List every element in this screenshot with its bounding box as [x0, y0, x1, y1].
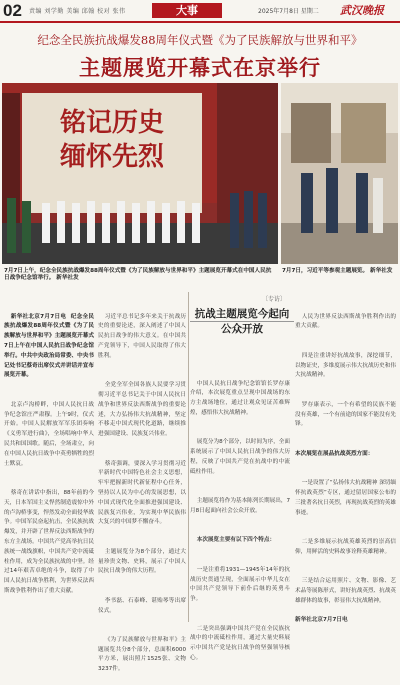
paragraph: 展览分为8个部分，以时间为序，全面系统展示了中国人民抗日战争的伟大历程，反映了中国共产党在抗战中的中流砥柱作用。: [190, 439, 290, 475]
exhibition-photo-image: [281, 83, 398, 264]
banner-line-1: 铭记历史: [59, 108, 165, 138]
issue-date: 2025年7月8日 星期二: [258, 8, 319, 15]
banner-line-2: 缅怀先烈: [59, 142, 165, 172]
ceremony-photo-image: [2, 83, 278, 264]
paragraph: 《为了民族解放与世界和平》主题展览共分8个部分，总面积6000平方米，展出照片1525张、文物3237件。: [98, 636, 186, 673]
paragraph: 中国人民抗日战争纪念馆馆长罗存康介绍，本次展览重点呈现中国战场的东方主战场地位，通过让观众见证苦难辉煌，感悟伟大抗战精神。: [190, 380, 290, 416]
paragraph: 二是突出强调中国共产党在全民族抗战中的中流砥柱作用，通过大量史料展示中国共产党是抗日战争的坚强领导核心。: [190, 625, 290, 661]
masthead-logo: 武汉晚报: [340, 4, 384, 17]
article-headline: 主题展览开幕式在京举行: [79, 56, 321, 80]
paragraph: 本次展览主要有以下四个特点：: [196, 537, 276, 544]
paragraph: 三是结合运用照片、文物、影像、艺术品等展陈形式，讲好抗战英烈、抗战英雄群体的故事，彰显伟大抗战精神。: [295, 578, 396, 604]
paragraph: 主题展览分为8个部分，通过大量珍贵文物、史料，展示了中国人民抗日战争的伟大历程。: [98, 548, 186, 575]
paragraph: 北京卢沟桥畔，中国人民抗日战争纪念馆庄严肃穆。上午9时，仪式开始。中国人民解放军军乐团奏响《义勇军进行曲》，全场唱响中华人民共和国国歌。随后，全场肃立，向在中国人民抗日战争中英勇牺牲的烈士默哀。: [4, 401, 94, 467]
main-photo-caption: 7月7日上午，纪念全民族抗战爆发88周年仪式暨《为了民族解放与世界和平》主题展览开幕式在中国人民抗日战争纪念馆举行。 新华社发: [4, 268, 272, 281]
paragraph: 新华社北京7月7日电 纪念全民族抗战爆发88周年仪式暨《为了民族解放与世界和平》主题展览开幕式7日上午在中国人民抗日战争纪念馆举行。中共中央政治局常委、中央书记处书记蔡奇出席仪式并讲话并宣布展览开幕。: [4, 313, 94, 379]
page-header: [0, 0, 400, 22]
dateline-footer: 新华社北京7月7日电: [295, 617, 348, 623]
paragraph: 人民为世界反法西斯战争胜利作出的重大贡献。: [295, 313, 396, 330]
paragraph: 二是多维展示抗战英雄英烈的崇高信仰，用鲜活的史料故事诠释英雄精神。: [295, 538, 396, 555]
column-divider: [188, 292, 189, 622]
article-column-3: [190, 360, 290, 674]
paragraph: 主题展览将作为基本陈列长期展出，7月8日起面向社会公众开放。: [190, 498, 290, 514]
paragraph: 一是设置了“弘扬伟大抗战精神 深切缅怀抗战英烈”专区，通过留居国家公布的三批著名抗日英烈，再现抗战英烈的英雄事迹。: [295, 480, 396, 516]
paragraph: 四是注重讲好抗战故事，深挖细节，以物证史，多维度展示伟大抗战历史和伟大抗战精神。: [295, 352, 396, 379]
side-photo-caption: 7月7日，习近平等参观主题展览。 新华社发: [282, 268, 393, 274]
subheading: 本次展览在展品抗战英烈方面：: [295, 450, 374, 457]
exhibition-visit-photo: [281, 83, 398, 264]
paragraph: 一是注重将1931—1945年14年的抗战历史贯通呈现，全面展示中华儿女在中国共产党领导下前仆后继的英勇斗争。: [190, 566, 290, 603]
page-number: 02: [3, 1, 22, 20]
editor-credits: 责编 刘学勤 美编 邱翰 校对 张伟: [29, 8, 126, 15]
paragraph: 蔡奇强调，要深入学习贯彻习近平新时代中国特色社会主义思想，牢牢把握新时代新征程中心任务，坚持以人民为中心的发展思想，以中国式现代化全面推进强国建设、民族复兴伟业，为实现中华民族伟大复兴的中国梦不懈奋斗。: [98, 460, 186, 526]
header-rule: [0, 21, 400, 23]
paragraph: 李书磊、石泰峰、谌贻琴等出席仪式。: [98, 597, 186, 614]
title-rule: [190, 321, 294, 322]
paragraph: 全党全军全国各族人民要学习贯彻习近平总书记关于中国人民抗日战争和世界反法西斯战争的重要论述，大力弘扬伟大抗战精神，坚定不移走中国式现代化道路，继续推进强国建设、民族复兴伟业。: [98, 382, 186, 438]
article-subhead: 纪念全民族抗战爆发88周年仪式暨《为了民族解放与世界和平》: [37, 33, 363, 47]
article-2-title: 抗战主题展览今起向公众开放: [194, 308, 290, 335]
article-column-4: [295, 293, 396, 616]
article-column-1: [4, 293, 94, 607]
main-ceremony-photo: [2, 83, 278, 264]
article-column-2: [98, 293, 186, 685]
section-label: 大事: [152, 3, 222, 18]
paragraph: 罗存康表示，一个有希望的民族不能没有英雄，一个有前途的国家不能没有先锋。: [295, 401, 396, 428]
paragraph: 习近平总书记多年来关于抗战历史的重要论述，深入阐述了中国人民抗日战争的伟大意义。在中国共产党领导下，中国人民取得了伟大胜利。: [98, 313, 186, 359]
paragraph: 蔡奇在讲话中指出，88年前的今天，日本军国主义悍然制造震惊中外的卢沟桥事变，悍然发动全面侵华战争。中国军民奋起抗击，全民族抗战爆发，并开辟了世界反法西斯战争的东方主战场。中国共产党高举抗日民族统一战线旗帜，中国共产党中流砥柱作用，成为全民族抗战的中坚。经过14年艰苦卓绝的斗争，取得了中国人民抗日战争胜利，为世界反法西斯战争胜利作出了重大贡献。: [4, 489, 94, 594]
article-tag: 〔专访〕: [262, 296, 287, 303]
